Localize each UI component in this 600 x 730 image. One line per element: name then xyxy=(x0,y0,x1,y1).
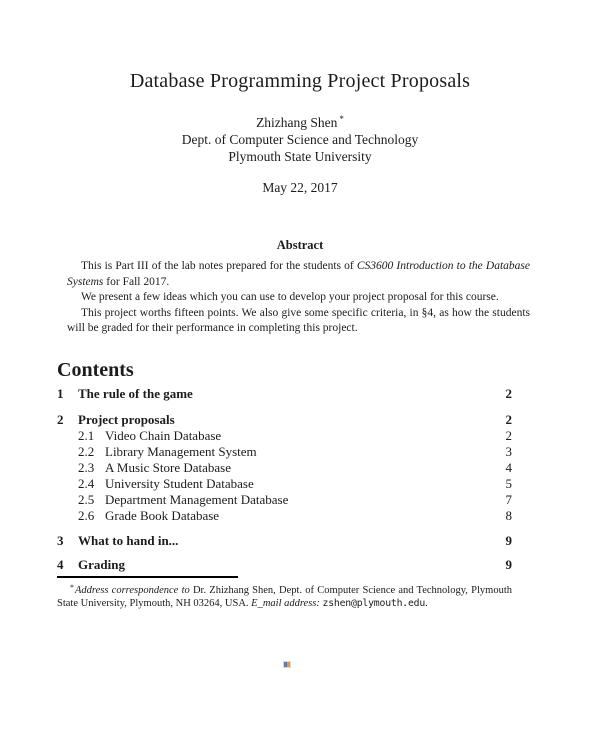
abstract-heading: Abstract xyxy=(276,238,324,252)
toc-entry-section-4[interactable] xyxy=(57,556,512,572)
footnote-email-label: E_mail address: xyxy=(251,597,323,609)
toc-entry-page: 7 xyxy=(505,491,512,507)
toc-spacer xyxy=(131,556,495,569)
toc-entry-page: 5 xyxy=(505,475,512,491)
author-name: Zhizhang Shen xyxy=(256,115,338,130)
toc-entry-number: 4 xyxy=(57,556,64,572)
author-line xyxy=(0,111,600,131)
toc-entry-subsection-2-3[interactable] xyxy=(57,459,512,475)
document-title: Database Programming Project Proposals xyxy=(129,70,471,92)
toc-entry-subsection-2-1[interactable] xyxy=(57,427,512,443)
toc-entry-page: 2 xyxy=(505,427,512,443)
toc-entry-page: 3 xyxy=(505,443,512,459)
footnote-email-address: zshen@plymouth.edu xyxy=(322,597,426,609)
toc-entry-number: 3 xyxy=(57,532,64,548)
toc-entry-label: A Music Store Database xyxy=(105,459,232,475)
toc-dot-leader xyxy=(294,491,495,504)
toc-entry-section-3[interactable] xyxy=(57,532,512,548)
toc-dot-leader xyxy=(227,427,495,440)
footnote-address-text: Dr. Zhizhang Shen, Dept. of Computer Science and Technology, Plymouth State University, Plymouth, NH 03264, USA. xyxy=(57,584,512,609)
toc-entry-number: 2.4 xyxy=(78,475,95,491)
abstract-p1-text: This is Part III of the lab notes prepared for the students of xyxy=(81,260,357,272)
toc-entry-page: 8 xyxy=(505,507,512,523)
toc-entry-page: 9 xyxy=(505,556,512,572)
toc-entry-subsection-2-6[interactable] xyxy=(57,507,512,523)
contents-heading: Contents xyxy=(57,358,134,381)
author-footnote-marker: * xyxy=(339,114,344,124)
toc-entry-label: What to hand in... xyxy=(78,532,179,548)
toc-entry-subsection-2-4[interactable] xyxy=(57,475,512,491)
toc-entry-label: Library Management System xyxy=(105,443,257,459)
abstract-paragraph xyxy=(67,259,530,290)
toc-entry-page: 9 xyxy=(505,532,512,548)
footnote-marker: * xyxy=(70,582,74,592)
toc-entry-number: 2.1 xyxy=(78,427,95,443)
toc-entry-page: 2 xyxy=(505,411,512,427)
toc-entry-section-1[interactable] xyxy=(57,385,512,401)
toc-entry-page: 4 xyxy=(505,459,512,475)
footnote-period: . xyxy=(425,597,428,609)
affiliation-department: Dept. of Computer Science and Technology xyxy=(181,132,419,147)
toc-dot-leader xyxy=(237,459,495,472)
footnote-italic-lead: Address correspondence to xyxy=(75,584,190,596)
broken-image-icon xyxy=(283,661,291,668)
abstract-paragraph: We present a few ideas which you can use to develop your project proposal for this course. xyxy=(81,291,499,303)
document-date: May 22, 2017 xyxy=(262,180,338,195)
toc-entry-number: 2 xyxy=(57,411,64,427)
toc-entry-subsection-2-2[interactable] xyxy=(57,443,512,459)
affiliation-university: Plymouth State University xyxy=(228,149,372,164)
abstract-p1-course-title: CS3600 Introduction to the Database Systems xyxy=(67,260,530,288)
toc-entry-number: 2.3 xyxy=(78,459,95,475)
toc-dot-leader xyxy=(263,443,495,456)
toc-entry-label: Department Management Database xyxy=(105,491,289,507)
toc-entry-number: 1 xyxy=(57,385,64,401)
toc-spacer xyxy=(184,532,495,545)
abstract-body xyxy=(67,259,530,337)
table-of-contents xyxy=(57,385,512,572)
footnote xyxy=(57,581,512,610)
toc-entry-page: 2 xyxy=(505,385,512,401)
toc-dot-leader xyxy=(260,475,495,488)
abstract-paragraph: This project worths fifteen points. We also give some specific criteria, in §4, as how the students will be graded for their performance in completing this project. xyxy=(67,306,530,334)
toc-entry-number: 2.5 xyxy=(78,491,95,507)
author-block xyxy=(0,111,600,165)
toc-entry-label: Grade Book Database xyxy=(105,507,220,523)
toc-entry-label: Grading xyxy=(78,556,125,572)
toc-dot-leader xyxy=(225,507,495,520)
abstract-p1-tail: for Fall 2017. xyxy=(103,275,170,288)
toc-entry-number: 2.6 xyxy=(78,507,95,523)
toc-entry-label: The rule of the game xyxy=(78,385,193,401)
toc-spacer xyxy=(199,385,495,398)
toc-entry-section-2[interactable] xyxy=(57,411,512,427)
toc-entry-number: 2.2 xyxy=(78,443,95,459)
toc-spacer xyxy=(181,411,495,424)
footnote-divider xyxy=(57,576,238,578)
toc-entry-subsection-2-5[interactable] xyxy=(57,491,512,507)
toc-entry-label: Video Chain Database xyxy=(105,427,222,443)
toc-entry-label: University Student Database xyxy=(105,475,254,491)
toc-entry-label: Project proposals xyxy=(78,411,175,427)
